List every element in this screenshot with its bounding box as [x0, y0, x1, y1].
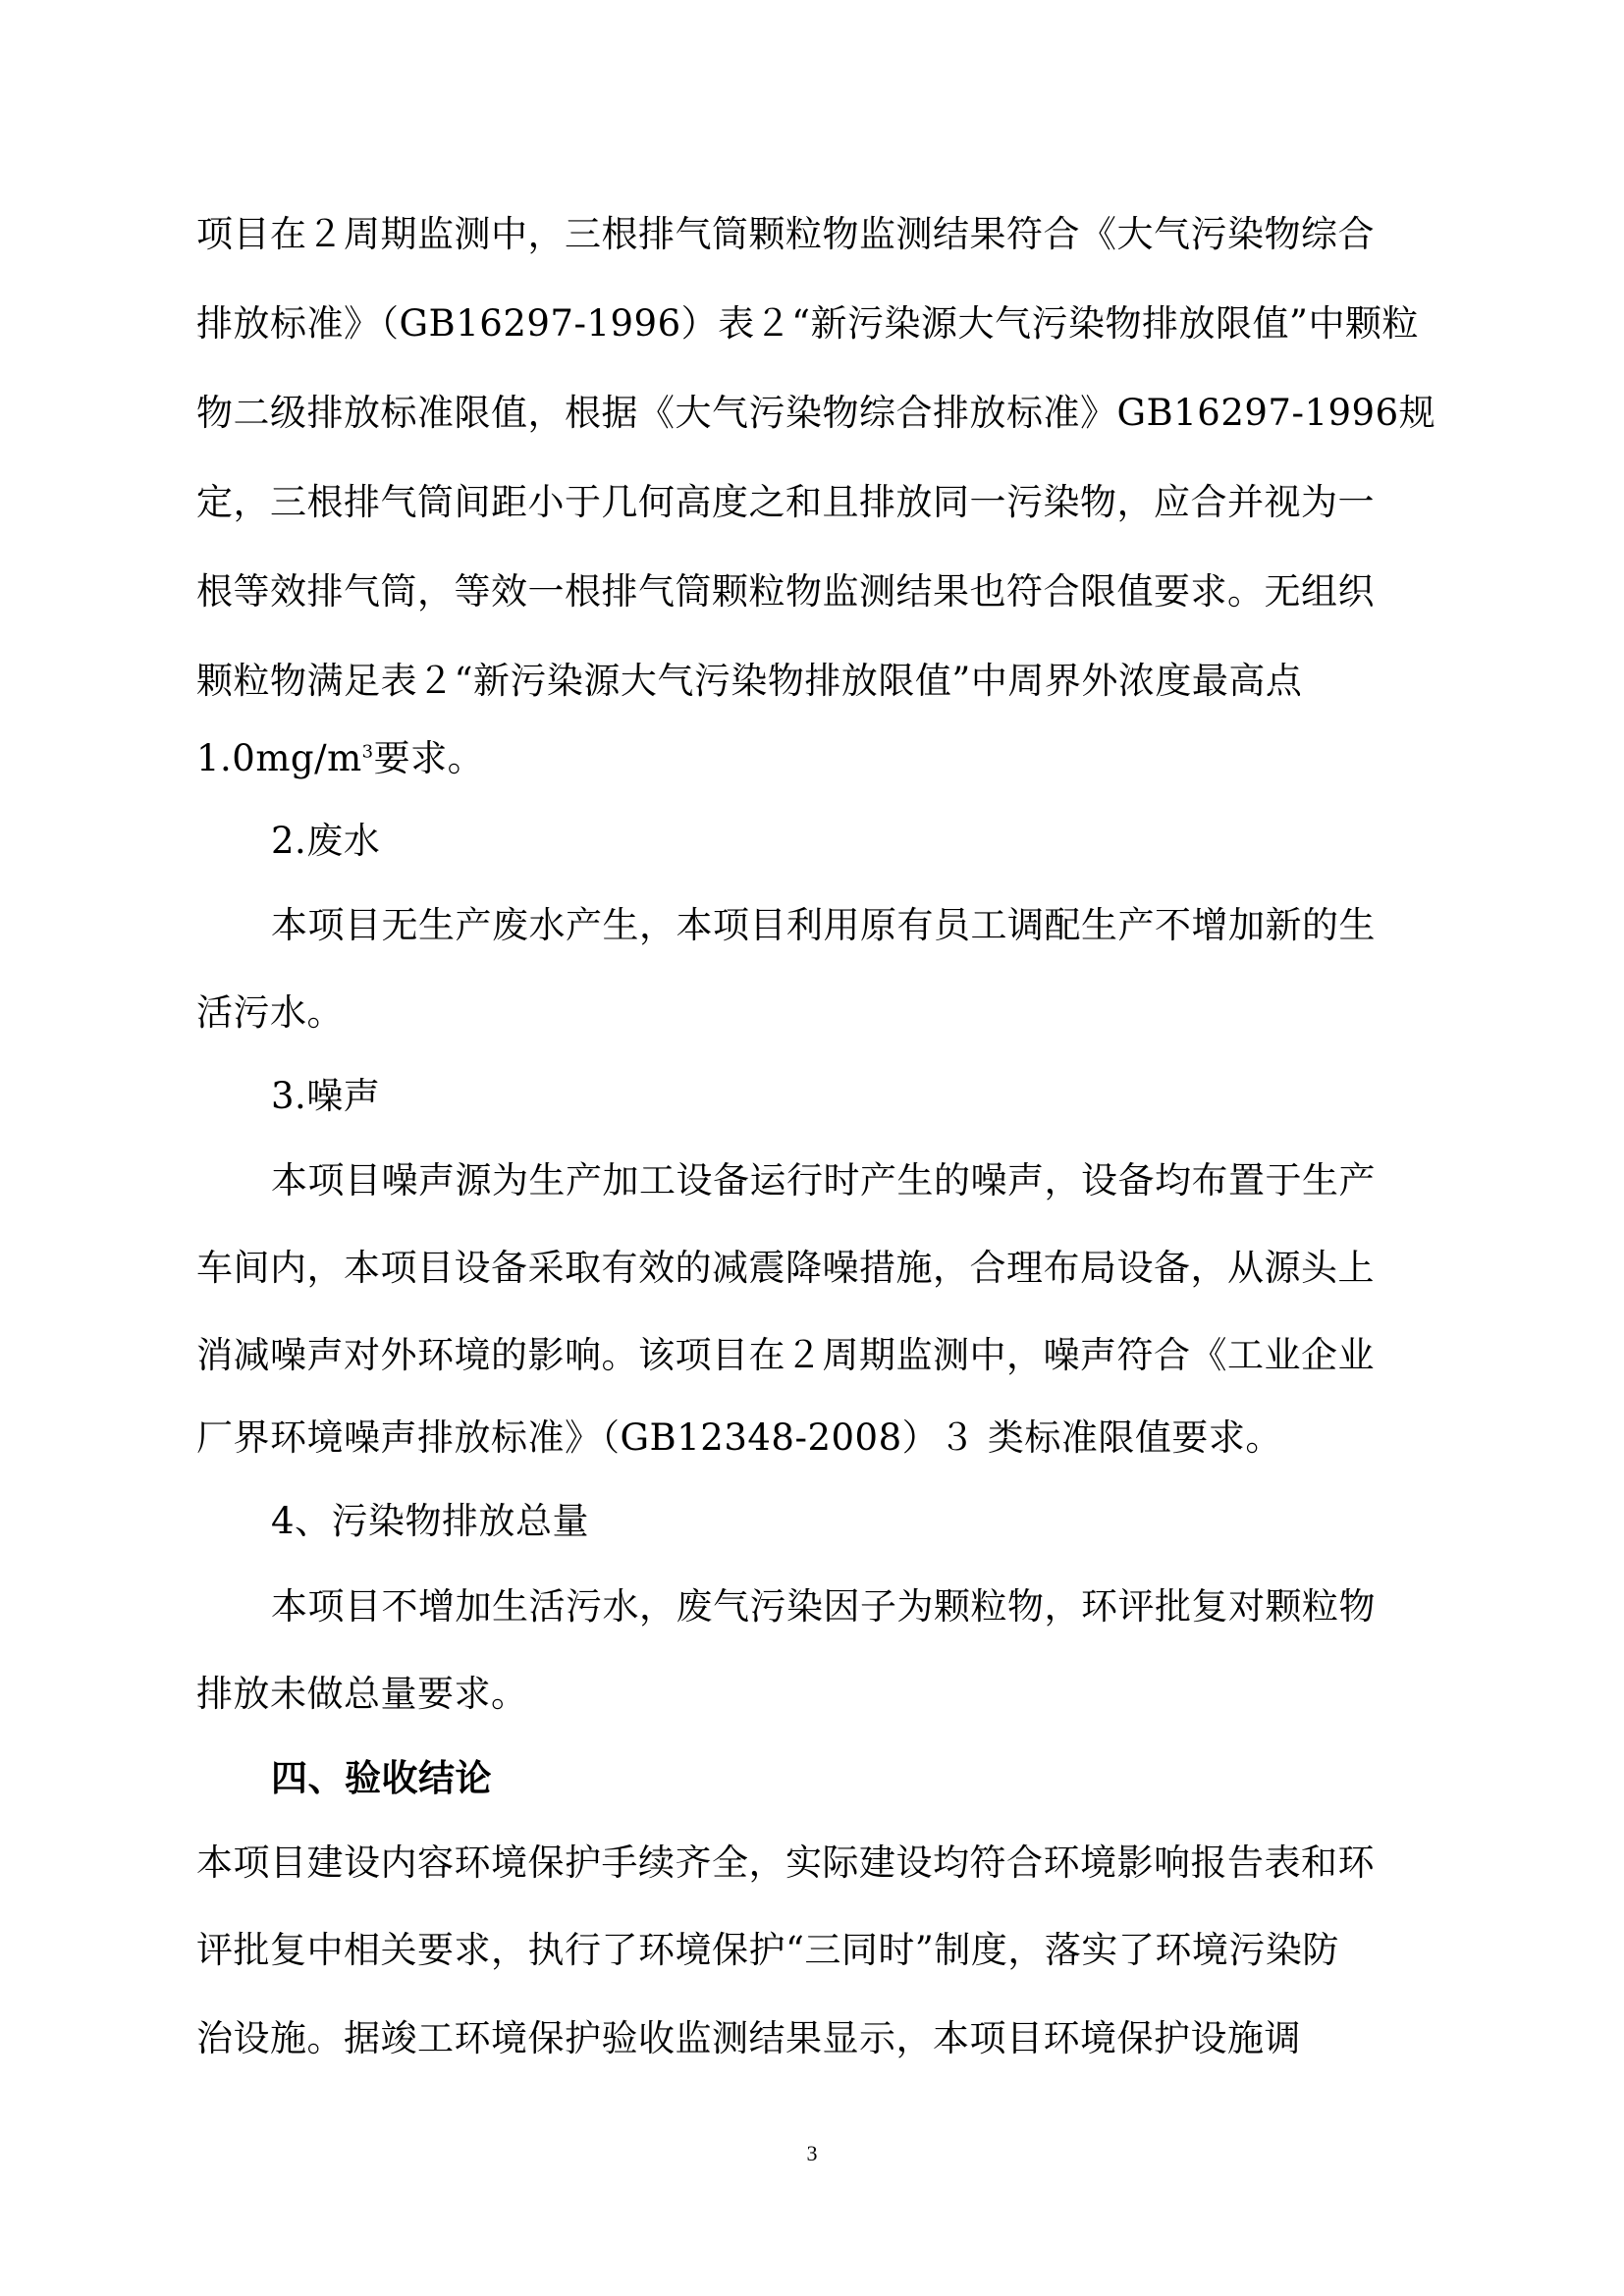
noise-line-3: 消减噪声对外环境的影响。该项目在２周期监测中，噪声符合《工业企业: [196, 1334, 1375, 1376]
noise-line-2: 车间内，本项目设备采取有效的减震降噪措施，合理布局设备，从源头上: [196, 1247, 1375, 1289]
air-paragraph-line-7: [196, 734, 484, 783]
noise-line-4: 厂界环境噪声排放标准》（GB12348-2008）３ 类标准限值要求。: [196, 1416, 1282, 1459]
unit-superscript: 3: [361, 741, 374, 763]
noise-line-1: 本项目噪声源为生产加工设备运行时产生的噪声，设备均布置于生产: [271, 1159, 1376, 1201]
wastewater-line-2: 活污水。: [196, 991, 344, 1034]
section-heading-conclusion: 四、验收结论: [271, 1756, 492, 1799]
concentration-value: 1.0mg/m: [196, 737, 362, 779]
air-paragraph-line-5: 根等效排气筒，等效一根排气筒颗粒物监测结果也符合限值要求。无组织: [196, 570, 1375, 613]
section-heading-wastewater: 2.废水: [271, 820, 381, 862]
air-paragraph-line-1: 项目在２周期监测中，三根排气筒颗粒物监测结果符合《大气污染物综合: [196, 213, 1375, 255]
conclusion-line-3: 治设施。据竣工环境保护验收监测结果显示，本项目环境保护设施调: [196, 2017, 1301, 2059]
concentration-suffix: 要求。: [373, 737, 485, 779]
section-heading-noise: 3.噪声: [271, 1075, 381, 1117]
conclusion-line-2: 评批复中相关要求，执行了环境保护“三同时”制度，落实了环境污染防: [196, 1929, 1339, 1971]
page-number: 3: [806, 2141, 818, 2165]
air-paragraph-line-6: 颗粒物满足表２“新污染源大气污染物排放限值”中周界外浓度最高点: [196, 660, 1303, 702]
total-emission-line-1: 本项目不增加生活污水，废气污染因子为颗粒物，环评批复对颗粒物: [271, 1585, 1376, 1628]
section-heading-total-emission: 4、污染物排放总量: [271, 1500, 590, 1542]
air-paragraph-line-3: 物二级排放标准限值，根据《大气污染物综合排放标准》GB16297-1996规: [196, 392, 1436, 434]
wastewater-line-1: 本项目无生产废水产生，本项目利用原有员工调配生产不增加新的生: [271, 904, 1376, 946]
air-paragraph-line-4: 定，三根排气筒间距小于几何高度之和且排放同一污染物，应合并视为一: [196, 481, 1375, 523]
conclusion-line-1: 本项目建设内容环境保护手续齐全，实际建设均符合环境影响报告表和环: [196, 1842, 1375, 1884]
total-emission-line-2: 排放未做总量要求。: [196, 1673, 528, 1715]
air-paragraph-line-2: 排放标准》（GB16297-1996）表２“新污染源大气污染物排放限值”中颗粒: [196, 302, 1419, 345]
